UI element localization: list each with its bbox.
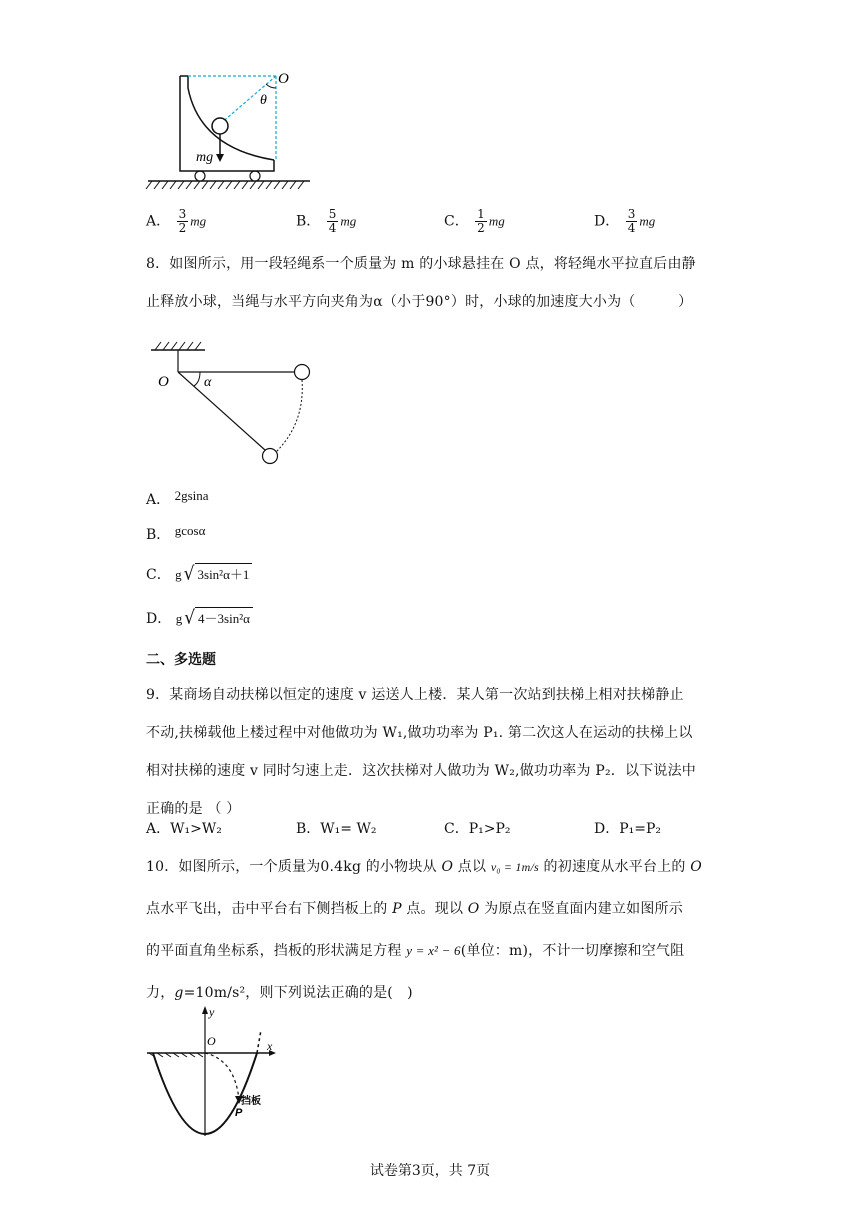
q7-option-b[interactable]: B． $\frac{5}{4}$ mg — [296, 207, 357, 235]
q8-option-b-text: gcosα — [174, 523, 206, 538]
q8-option-d-label: D． — [146, 611, 172, 627]
q9-line-2: 不动,扶梯载他上楼过程中对他做功为 W₁,做功功率为 P₁. 第二次这人在运动的扶梯上以 — [146, 725, 693, 741]
q10-label-board: 挡板 — [241, 1096, 261, 1107]
q8-stem — [146, 245, 726, 321]
section-title-multiple-choice: 二、多选题 — [146, 652, 216, 668]
q7-option-a-fraction: $\frac{3}{2}$ — [178, 207, 187, 235]
q8-option-c-prefix: g — [175, 567, 182, 582]
q10-figure — [145, 1000, 285, 1140]
q7-option-c[interactable]: C． $\frac{1}{2}$ mg — [444, 207, 505, 235]
q10-line-1: 10．如图所示，一个质量为0.4kg 的小物块从 O 点以 v₀ = 1m/s 的初速度从水平台上的 O — [146, 859, 702, 875]
q8-line-1: 8．如图所示，用一段轻绳系一个质量为 m 的小球悬挂在 O 点，将轻绳水平拉直后由静 — [146, 256, 696, 272]
q8-option-a-label: A． — [146, 492, 171, 508]
q10-line-2: 点水平飞出，击中平台右下侧挡板上的 P 点。现以 O 为原点在竖直面内建立如图所示 — [146, 901, 683, 917]
q7-option-c-label: C． — [444, 213, 469, 230]
q7-label-mg: mg — [196, 150, 214, 165]
q10-label-y: y — [209, 1005, 215, 1019]
q10-line-3: 的平面直角坐标系，挡板的形状满足方程 y = x² − 6(单位：m)，不计一切摩擦和空气阻 — [146, 943, 685, 959]
q8-figure — [145, 338, 325, 468]
q8-option-b[interactable] — [146, 524, 205, 544]
sqrt-icon: √ — [183, 563, 195, 585]
q9-option-c-label: C． — [444, 821, 469, 837]
q8-line-2: 止释放小球，当绳与水平方向夹角为α（小于90°）时，小球的加速度大小为（ ） — [146, 294, 693, 310]
q9-option-c-text: P₁>P₂ — [468, 821, 511, 837]
q8-option-c-radicand: 3sin²α＋1 — [195, 563, 253, 583]
q7-option-a[interactable]: A． $\frac{3}{2}$ mg — [146, 207, 207, 235]
q10-stem — [146, 846, 726, 1014]
q8-label-o: O — [158, 374, 169, 390]
q10-label-o: O — [207, 1034, 216, 1048]
q9-option-d-label: D． — [594, 821, 620, 837]
q9-line-3: 相对扶梯的速度 v 同时匀速上走．这次扶梯对人做功为 W₂,做功功率为 P₂．以下说法中 — [146, 763, 696, 779]
q9-option-a[interactable] — [146, 818, 222, 838]
q8-option-a[interactable] — [146, 489, 209, 509]
q8-label-alpha: α — [204, 375, 212, 390]
q7-figure — [140, 68, 320, 192]
q7-option-b-fraction: $\frac{5}{4}$ — [328, 207, 337, 235]
q9-option-b-text: W₁= W₂ — [320, 821, 377, 837]
q10-line-4: 力，g=10m/s²，则下列说法正确的是( ) — [146, 985, 413, 1001]
q9-stem — [146, 676, 726, 828]
q8-option-d-prefix: g — [175, 611, 183, 626]
q9-option-a-label: A． — [146, 821, 171, 837]
q8-option-b-label: B． — [146, 527, 171, 543]
q7-option-c-fraction: $\frac{1}{2}$ — [477, 207, 485, 235]
q9-option-c[interactable] — [444, 818, 511, 838]
q8-option-a-text: 2gsina — [174, 488, 209, 503]
q9-option-d[interactable] — [594, 818, 661, 838]
q7-option-a-label: A． — [146, 213, 171, 230]
q7-option-d-label: D． — [594, 213, 620, 230]
q7-label-o: O — [278, 71, 289, 87]
q10-label-x: x — [267, 1039, 273, 1053]
q9-option-b-label: B． — [296, 821, 321, 837]
q7-option-b-label: B． — [296, 213, 321, 230]
q9-option-d-text: P₁=P₂ — [619, 821, 662, 837]
q9-line-4: 正确的是 （ ） — [146, 801, 241, 817]
q8-option-c[interactable] — [146, 563, 252, 584]
q10-label-p: P — [235, 1107, 243, 1119]
q9-option-b[interactable] — [296, 818, 376, 838]
q7-option-d-fraction: $\frac{3}{4}$ — [627, 207, 636, 235]
q8-option-d[interactable] — [146, 607, 253, 628]
q7-option-d[interactable]: D． $\frac{3}{4}$ mg — [594, 207, 656, 235]
page-footer: 试卷第3页，共 7页 — [369, 1163, 491, 1179]
q9-line-1: 9．某商场自动扶梯以恒定的速度 v 运送人上楼．某人第一次站到扶梯上相对扶梯静止 — [146, 687, 684, 703]
q8-option-d-radicand: 4－3sin²α — [195, 607, 253, 627]
q9-option-a-text: W₁>W₂ — [170, 821, 222, 837]
q7-label-theta: θ — [260, 93, 267, 108]
q8-option-c-label: C． — [146, 567, 171, 583]
sqrt-icon: √ — [184, 607, 196, 629]
